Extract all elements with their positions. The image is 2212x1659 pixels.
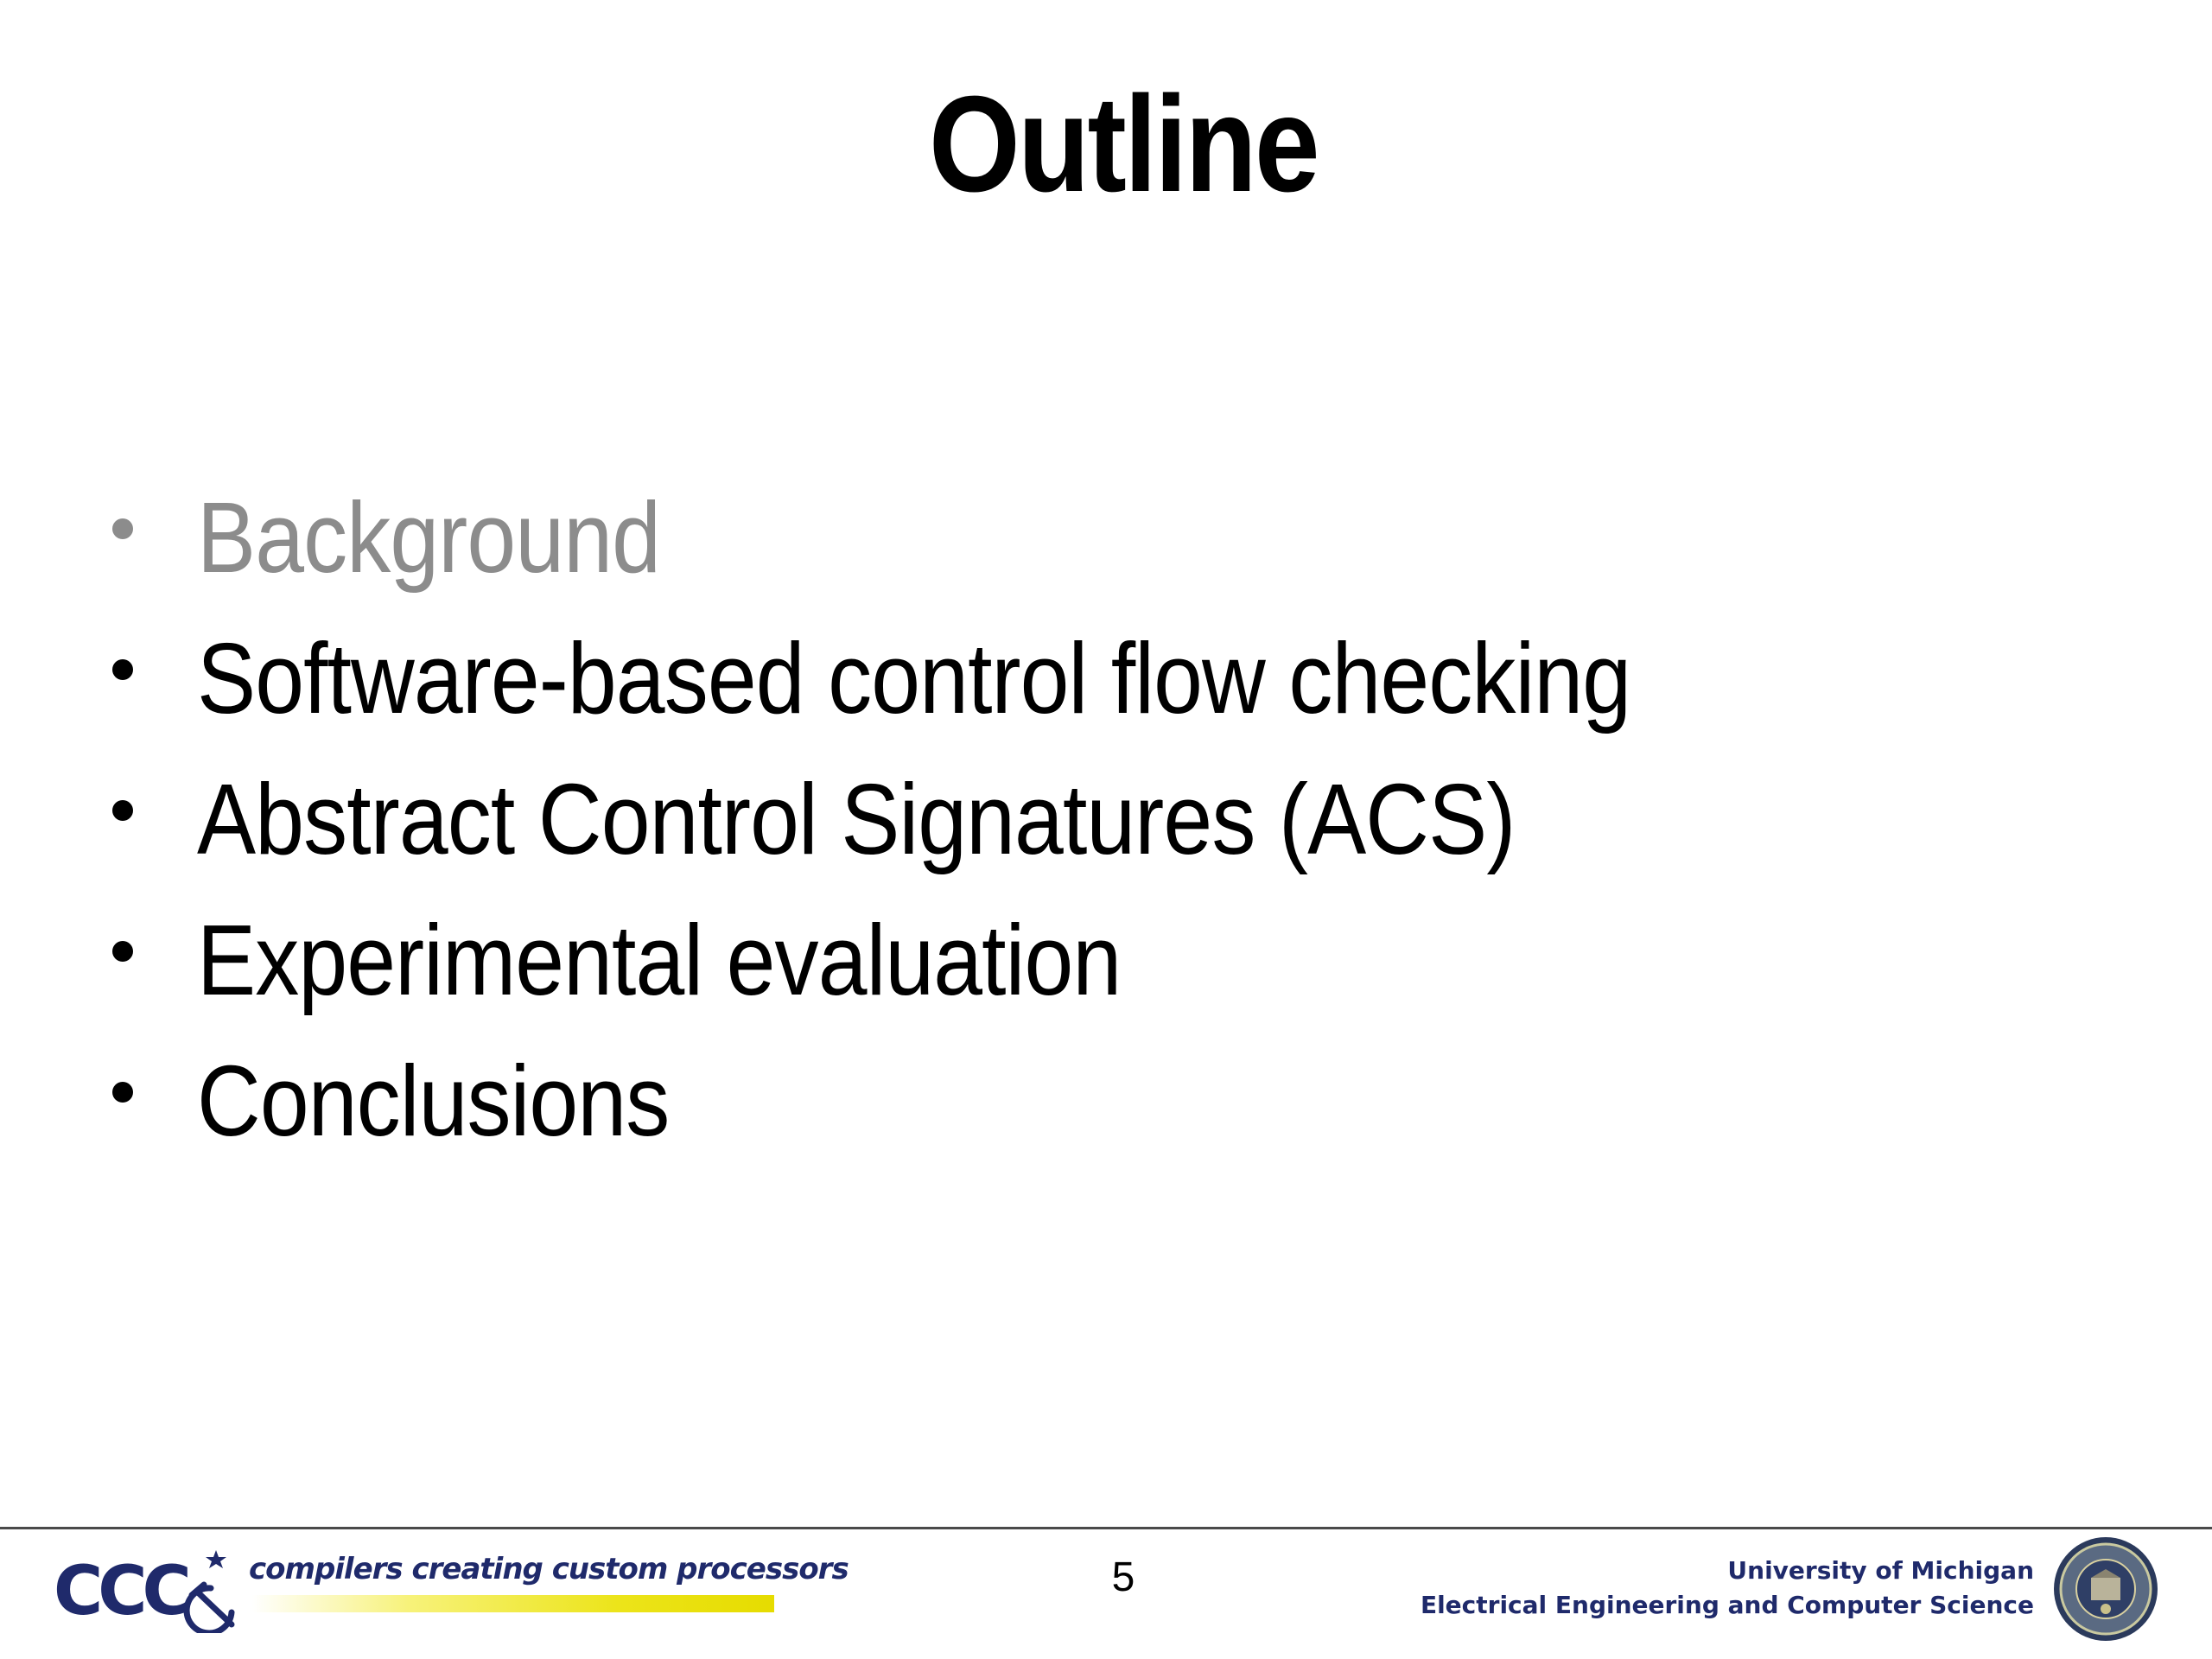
hammer-sickle-icon xyxy=(187,1585,232,1633)
bullet-item xyxy=(0,477,2074,598)
bullet-text: Experimental evaluation xyxy=(197,904,1122,1016)
bullet-dot-icon xyxy=(112,659,133,680)
department-name: Electrical Engineering and Computer Science xyxy=(1420,1591,2034,1619)
slide-title: Outline xyxy=(929,68,1318,220)
bullet-item xyxy=(0,759,2074,880)
university-seal-icon xyxy=(2051,1535,2160,1643)
star-icon xyxy=(206,1550,226,1568)
bullet-dot-icon xyxy=(112,941,133,962)
bullet-text: Background xyxy=(197,481,661,594)
ccc-logo xyxy=(54,1547,244,1633)
bullet-dot-icon xyxy=(112,800,133,821)
bullet-text: Conclusions xyxy=(197,1045,670,1157)
ccc-logo-text: CCC xyxy=(54,1553,187,1630)
bullet-text: Software-based control flow checking xyxy=(197,622,1631,734)
tagline: compilers creating custom processors xyxy=(249,1552,849,1586)
bullet-item xyxy=(0,1040,2074,1161)
page-number: 5 xyxy=(1111,1554,1135,1600)
bullet-item xyxy=(0,899,2074,1020)
university-block xyxy=(1421,1554,2034,1623)
bullet-dot-icon xyxy=(112,518,133,539)
footer-divider xyxy=(0,1527,2212,1529)
university-name: University of Michigan xyxy=(1727,1556,2034,1585)
tagline-highlight-bar xyxy=(252,1595,774,1612)
bullet-item xyxy=(0,618,2074,739)
bullet-text: Abstract Control Signatures (ACS) xyxy=(197,763,1516,875)
bullet-dot-icon xyxy=(112,1082,133,1103)
